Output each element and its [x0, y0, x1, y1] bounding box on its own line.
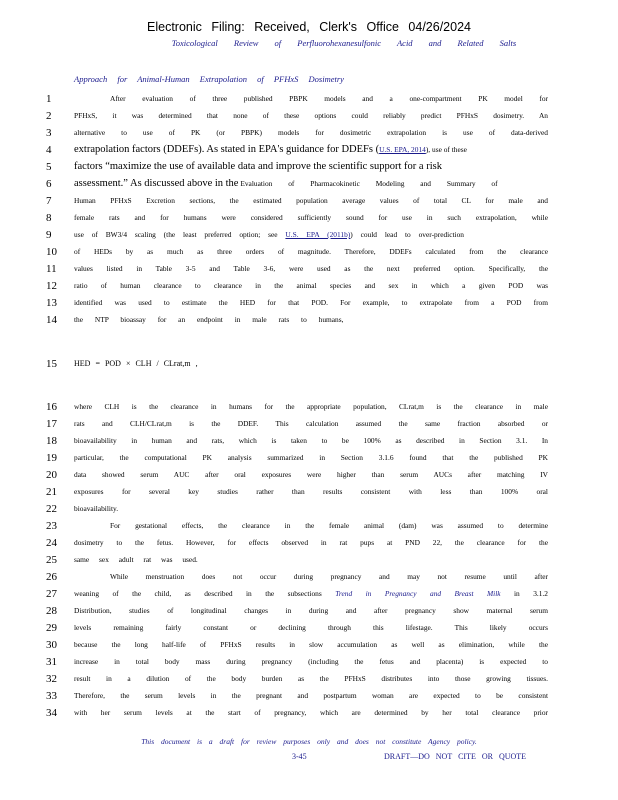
- line-21: 21 exposures for several key studies rather than results consistent with less than 100% oral: [46, 486, 548, 498]
- line-number: 21: [46, 486, 57, 498]
- line-26: 26 While menstruation does not occur during pregnancy and may not resume until after: [46, 571, 548, 583]
- line-number: 10: [46, 246, 57, 258]
- line-number: 11: [46, 263, 57, 275]
- line-number: 15: [46, 358, 57, 370]
- line-11: 11 values listed in Table 3-5 and Table 3-6, were used as the next preferred option. Specifically, the: [46, 263, 548, 275]
- line-9: 9 use of BW3/4 scaling (the least preferred option; see U.S. EPA (2011b)) could lead to over-prediction: [46, 229, 465, 241]
- line-7: 7 Human PFHxS Excretion sections, the estimated population average values of total CL for male and: [46, 195, 548, 207]
- line-10: 10 of HEDs by as much as three orders of magnitude. Therefore, DDEFs calculated from the clearance: [46, 246, 548, 258]
- page-number: 3-45: [292, 752, 307, 761]
- running-header: Toxicological Review of Perfluorohexanesulfonic Acid and Related Salts: [171, 38, 517, 48]
- line-22: 22 bioavailability.: [46, 503, 119, 515]
- line-number: 1: [46, 93, 52, 105]
- line-17: 17 rats and CLH/CLrat,m is the DDEF. This calculation assumed the same fraction absorbed or: [46, 418, 548, 430]
- line-32: 32 result in a dilution of the body burden as the PFHxS distributes into those growing tissues.: [46, 673, 548, 685]
- line-2: 2 PFHxS, it was determined that none of these options could reliably predict PFHxS dosimetry. An: [46, 110, 548, 122]
- line-29: 29 levels remaining fairly constant or declining through this lifestage. This likely occurs: [46, 622, 548, 634]
- line-number: 8: [46, 212, 52, 224]
- line-31: 31 increase in total body mass during pregnancy (including the fetus and placenta) is expected to: [46, 656, 548, 668]
- line-14: 14 the NTP bioassay for an endpoint in male rats to humans,: [46, 314, 344, 326]
- line-number: 14: [46, 314, 57, 326]
- line-number: 19: [46, 452, 57, 464]
- section-heading: Approach for Animal-Human Extrapolation of PFHxS Dosimetry: [74, 74, 344, 84]
- line-1: 1 After evaluation of three published PBPK models and a one-compartment PK model for: [46, 93, 548, 105]
- line-number: 9: [46, 229, 52, 241]
- line-number: 5: [46, 161, 52, 173]
- line-23: 23 For gestational effects, the clearance in the female animal (dam) was assumed to determine: [46, 520, 548, 532]
- line-number: 33: [46, 690, 57, 702]
- line-3: 3 alternative to use of PK (or PBPK) models for dosimetric extrapolation is use of data-derived: [46, 127, 548, 139]
- citation-link[interactable]: U.S. EPA (2011b): [285, 230, 351, 239]
- line-number: 18: [46, 435, 57, 447]
- line-number: 32: [46, 673, 57, 685]
- line-24: 24 dosimetry to the fetus. However, for effects observed in rat pups at PND 22, the clearance for the: [46, 537, 548, 549]
- line-6: 6 assessment.” As discussed above in the Evaluation of Pharmacokinetic Modeling and Summary of: [46, 178, 498, 190]
- filing-stamp: Electronic Filing: Received, Clerk's Office 04/26/2024: [147, 20, 471, 34]
- line-number: 17: [46, 418, 57, 430]
- line-number: 16: [46, 401, 57, 413]
- line-20: 20 data showed serum AUC after oral exposures were higher than serum AUCs after matching IV: [46, 469, 548, 481]
- line-number: 28: [46, 605, 57, 617]
- line-5: 5 factors “maximize the use of available data and improve the scientific support for a risk: [46, 161, 442, 173]
- line-number: 22: [46, 503, 57, 515]
- line-number: 12: [46, 280, 57, 292]
- line-12: 12 ratio of human clearance to clearance in the animal species and sex in which a given POD was: [46, 280, 548, 292]
- line-25: 25 same sex adult rat was used.: [46, 554, 198, 566]
- draft-disclaimer: This document is a draft for review purposes only and does not constitute Agency policy.: [141, 737, 477, 746]
- line-number: 6: [46, 178, 52, 190]
- line-number: 27: [46, 588, 57, 600]
- line-number: 31: [46, 656, 57, 668]
- line-number: 30: [46, 639, 57, 651]
- line-33: 33 Therefore, the serum levels in the pregnant and postpartum woman are expected to be consistent: [46, 690, 548, 702]
- line-18: 18 bioavailability in human and rats, which is taken to be 100% as described in Section 3.1. In: [46, 435, 548, 447]
- citation-link[interactable]: U.S. EPA, 2014: [379, 145, 426, 154]
- line-16: 16 where CLH is the clearance in humans for the appropriate population, CLrat,m is the clearance in male: [46, 401, 548, 413]
- line-30: 30 because the long half-life of PFHxS results in slow accumulation as well as elimination, while the: [46, 639, 548, 651]
- line-number: 26: [46, 571, 57, 583]
- line-number: 13: [46, 297, 57, 309]
- line-number: 20: [46, 469, 57, 481]
- line-number: 23: [46, 520, 57, 532]
- line-19: 19 particular, the computational PK analysis summarized in Section 3.1.6 found that the published PK: [46, 452, 548, 464]
- line-number: 2: [46, 110, 52, 122]
- line-number: 4: [46, 144, 52, 156]
- line-34: 34 with her serum levels at the start of pregnancy, which are determined by her total clearance prior: [46, 707, 548, 719]
- draft-notice: DRAFT—DO NOT CITE OR QUOTE: [384, 752, 527, 761]
- line-8: 8 female rats and for humans were considered sufficiently sound for use in such extrapolation, while: [46, 212, 548, 224]
- line-number: 24: [46, 537, 57, 549]
- line-number: 25: [46, 554, 57, 566]
- line-27: 27 weaning of the child, as described in the subsections Trend in Pregnancy and Breast Milk in 3.1.2: [46, 588, 548, 600]
- line-number: 34: [46, 707, 57, 719]
- line-28: 28 Distribution, studies of longitudinal changes in during and after pregnancy show maternal serum: [46, 605, 548, 617]
- line-number: 29: [46, 622, 57, 634]
- line-15-equation: 15 HED = POD × CLH / CLrat,m ,: [46, 358, 198, 370]
- line-4: 4 extrapolation factors (DDEFs). As stated in EPA's guidance for DDEFs (U.S. EPA, 2014), use of these: [46, 144, 467, 156]
- line-number: 7: [46, 195, 52, 207]
- line-number: 3: [46, 127, 52, 139]
- line-13: 13 identified was used to estimate the HED for that POD. For example, to extrapolate from a POD from: [46, 297, 548, 309]
